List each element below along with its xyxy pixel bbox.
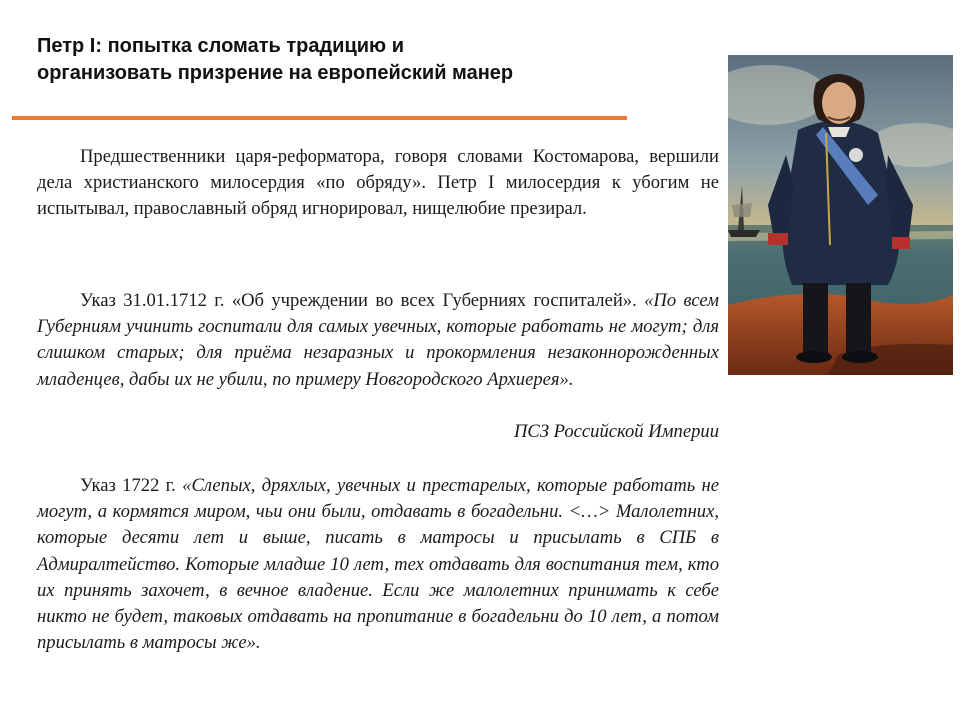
paragraph-decree-1722 [37, 473, 719, 656]
paragraph-decree-1712 [37, 288, 719, 393]
portrait-peter-the-great [728, 55, 953, 375]
paragraph-predecessors-text: Предшественники царя-реформатора, говоря словами Костомарова, вершили дела христианского милосердия «по обряду». Петр I милосердия к убогим не испытывал, православный обряд игнорировал, нищелюбие презирал. [37, 146, 719, 220]
decree-1722-quote: «Слепых, дряхлых, увечных и престарелых, которые работать не могут, а кормятся миром, чьи они были, отдавать в богадельни. <…> Малолетних, которые десяти лет и выше, писать в матросы и присылать в СПБ в Адмиралтейство. Которые младше 10 лет, тех отдавать для воспитания тем, кто их принять захочет, в вечное владение. Если же малолетних принимать к себе никто не будет, таковых отдавать на пропитание в богадельни до 10 лет, а потом присылать в матросы же». [37, 475, 719, 654]
portrait-painting-image [728, 55, 953, 375]
slide-title-line-2: организовать призрение на европейский манер [37, 62, 514, 84]
decree-1722-intro: Указ 1722 г. [80, 475, 183, 496]
citation-source: ПСЗ Российской Империи [514, 421, 719, 442]
decree-1712-intro: Указ 31.01.1712 г. «Об учреждении во всех Губерниях госпиталей». [80, 290, 645, 311]
slide-title-line-1: Петр I: попытка сломать традицию и [37, 35, 404, 57]
decree-1712-quote: «По всем Губерниям учинить госпитали для самых увечных, которые работать не могут; для слишком старых; для приёма незаразных и прокормления незаконнорожденных младенцев, дабы их не убили, по примеру Новгородского Архиерея». [37, 290, 719, 390]
slide-title [37, 33, 677, 87]
paragraph-predecessors [37, 144, 719, 223]
title-underline-divider [12, 116, 627, 120]
